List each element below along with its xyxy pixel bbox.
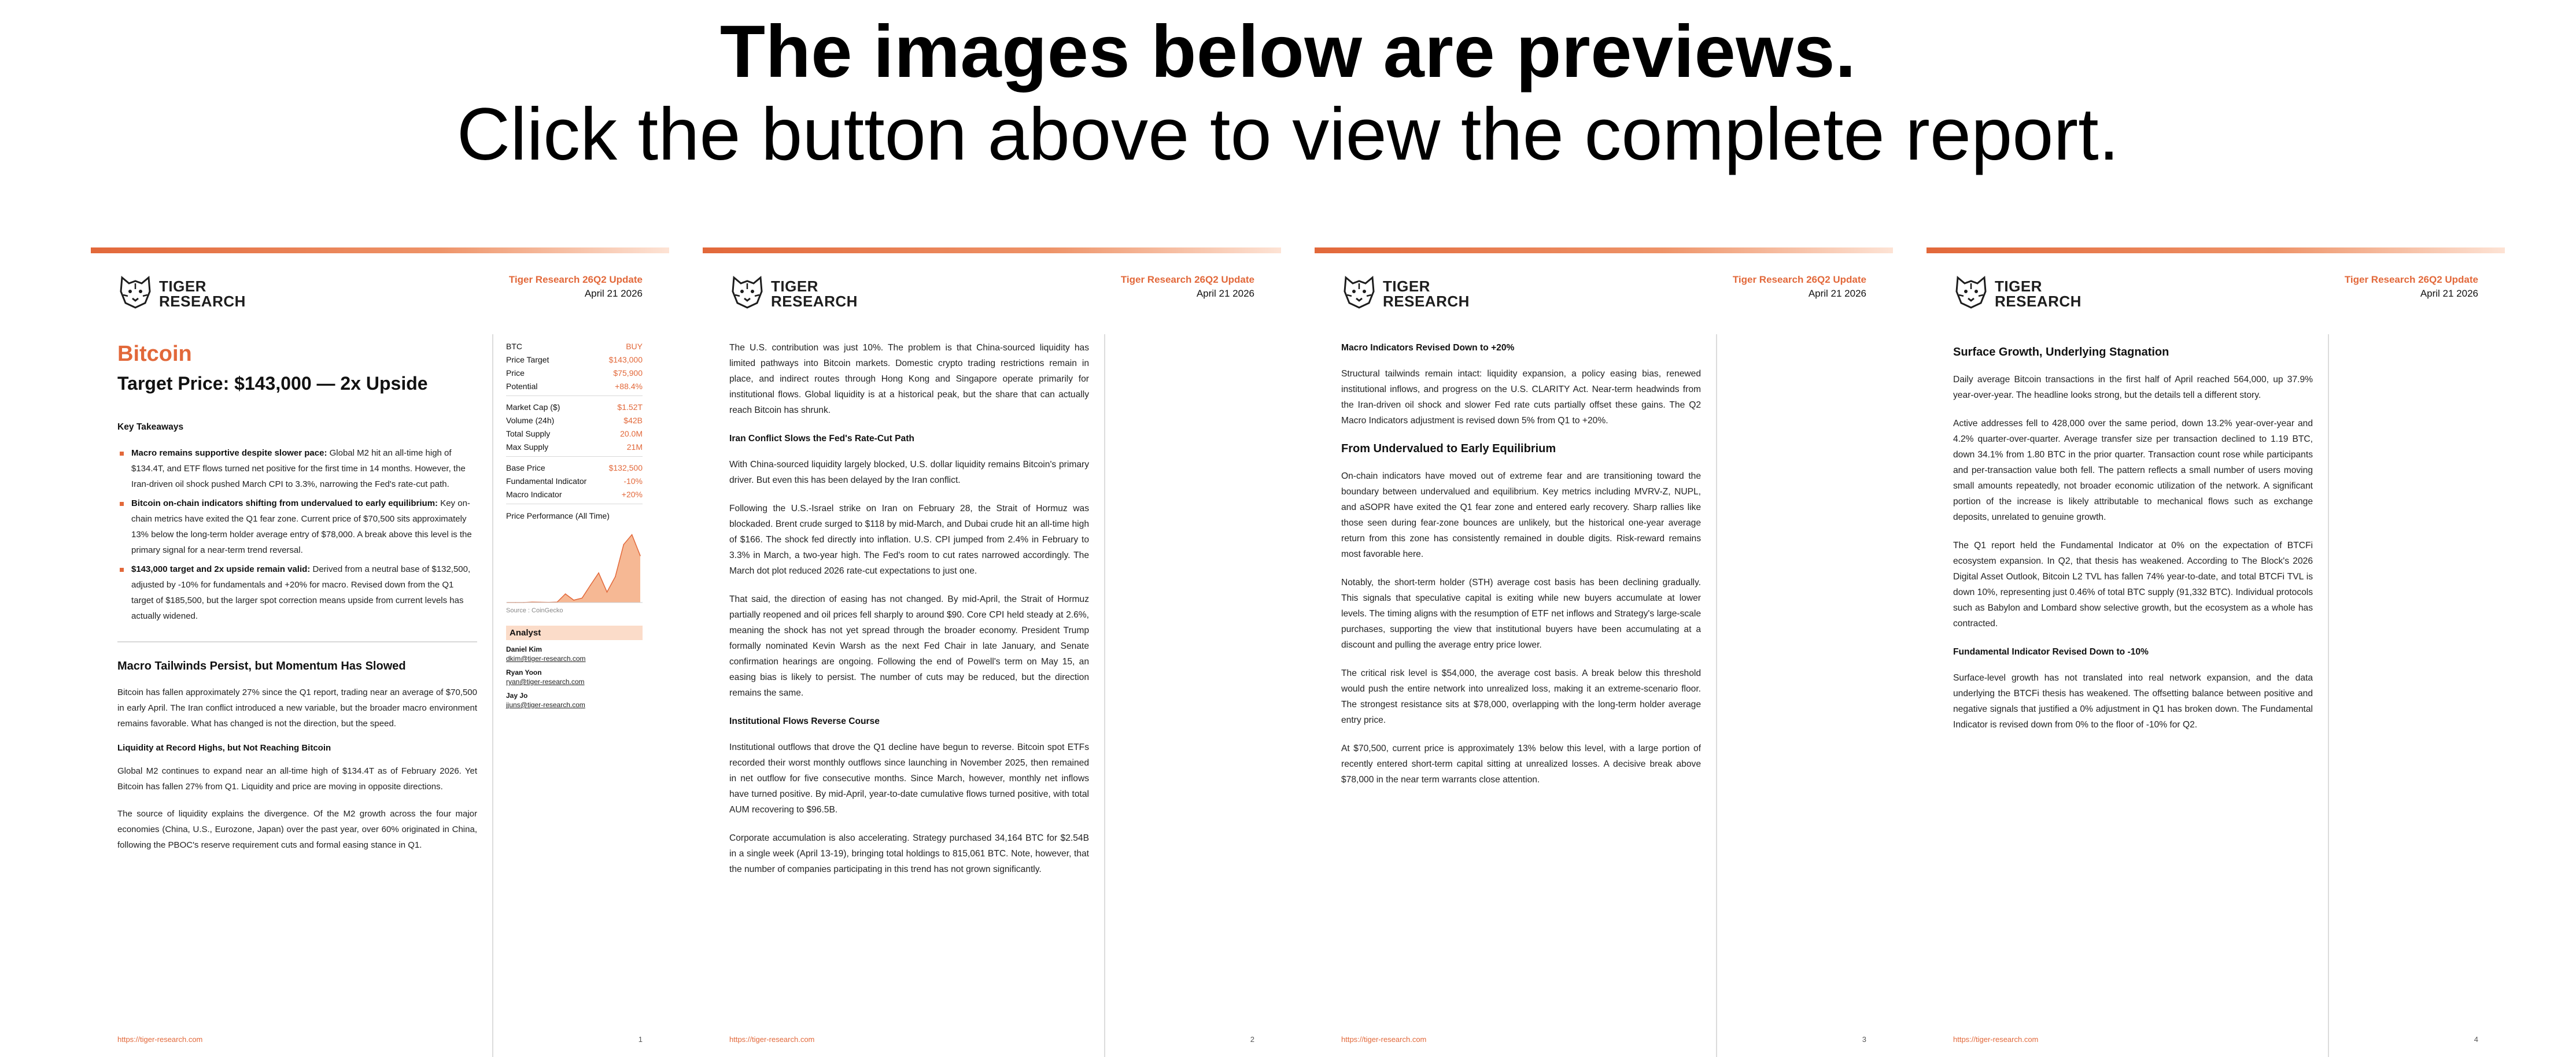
page-accent-bar bbox=[1927, 247, 2505, 253]
report-page-4 bbox=[1927, 247, 2505, 1057]
brand-line1: TIGER bbox=[1383, 278, 1430, 295]
price-point bbox=[632, 534, 633, 535]
report-date: April 21 2026 bbox=[1196, 288, 1254, 299]
market-row-value: 20.0M bbox=[620, 429, 643, 438]
report-name: Tiger Research 26Q2 Update bbox=[508, 274, 643, 285]
tiger-head-icon bbox=[117, 274, 153, 310]
paragraph: The source of liquidity explains the divergence. Of the M2 growth across the four major economies (China, U.S., Eurozone, Japan) over the past year, over 60% originated in China, following the PBOC's reserve requirement cuts and formal easing stance in Q1. bbox=[117, 809, 477, 850]
price-performance-chart bbox=[506, 525, 643, 606]
page-number: 3 bbox=[1862, 1035, 1866, 1044]
paragraph: With China-sourced liquidity largely blocked, U.S. dollar liquidity remains Bitcoin's primary driver. But even this has been delayed by the Iran conflict. bbox=[729, 460, 1089, 485]
section-divider bbox=[117, 641, 477, 642]
brand-logo bbox=[1341, 274, 1480, 315]
analyst-entry bbox=[506, 668, 643, 686]
banner-title: The images below are previews. bbox=[719, 10, 1857, 93]
subheading: Liquidity at Record Highs, but Not Reaching Bitcoin bbox=[117, 743, 331, 753]
paragraph: Active addresses fell to 428,000 over the same period, down 13.2% year-over-year and 4.2% quarter-over-quarter. Average transfer size per transaction declined to 1.19 BTC, down 34.1% from 1.80 BTC in the prior quarter. Transaction count rose while participants and per-transaction value both fell. The pattern reflects a small number of users moving small amounts repeatedly, not broader economic utilization of the network. A significant portion of the increase is likely attributable to mechanical flows such as exchange deposits, unrelated to genuine growth. bbox=[1953, 419, 2313, 522]
rating-row-label: Price Target bbox=[506, 355, 549, 364]
price-point bbox=[607, 592, 608, 593]
brand-logo bbox=[117, 274, 256, 315]
rating-row-label: Price bbox=[506, 368, 525, 378]
sidebar-divider bbox=[506, 456, 643, 457]
subheading: Iran Conflict Slows the Fed's Rate-Cut Path bbox=[729, 434, 914, 444]
valuation-row-label: Base Price bbox=[506, 463, 545, 472]
price-point bbox=[565, 593, 566, 594]
brand-line1: TIGER bbox=[1995, 278, 2042, 295]
section-heading: From Undervalued to Early Equilibrium bbox=[1341, 442, 1556, 455]
rating-row bbox=[506, 340, 643, 353]
paragraph: The U.S. contribution was just 10%. The problem is that China-sourced liquidity has limited pathways into Bitcoin markets. Domestic crypto trading restrictions remain in place, and indirect routes through Hong Kong and Singapore operate primarily for institutional flows. Global liquidity is at a historical peak, but the share that can actually reach Bitcoin has shrunk. bbox=[729, 343, 1089, 415]
brand-line2: RESEARCH bbox=[771, 293, 858, 310]
paragraph: At $70,500, current price is approximately 13% below this level, with a large portion of recently entered short-term capital sitting at unrealized losses. A decisive break above $78,000 in the near term warrants close attention. bbox=[1341, 744, 1701, 785]
tiger-head-icon bbox=[1953, 274, 1989, 310]
company-name: Bitcoin bbox=[117, 342, 192, 366]
column-divider bbox=[1716, 334, 1717, 1057]
analyst-name: Jay Jo bbox=[506, 692, 528, 700]
page-accent-bar bbox=[703, 247, 1281, 253]
brand-line2: RESEARCH bbox=[159, 293, 246, 310]
paragraph: Following the U.S.-Israel strike on Iran on February 28, the Strait of Hormuz was blockaded. Brent crude surged to $118 by mid-March, and Dubai crude hit an all-time high of $166. The shock fed directly into inflation. U.S. CPI jumped from 2.4% in February to 3.3% in March, a two-year high. The Fed's room to cut rates narrowed accordingly. The March dot plot reduced 2026 rate-cut expectations to just one. bbox=[729, 504, 1089, 576]
brand-logo bbox=[729, 274, 868, 315]
page-accent-bar bbox=[1315, 247, 1893, 253]
rating-row bbox=[506, 367, 643, 380]
analyst-email[interactable]: ryan@tiger-research.com bbox=[506, 678, 585, 686]
paragraph: The Q1 report held the Fundamental Indicator at 0% on the expectation of BTCFi ecosystem expansion. In Q2, that thesis has weakened. According to The Block's 2026 Digital Asset Outlook, Bitcoin L2 TVL has fallen 74% year-to-date, and total BTCFi TVL is down 10%, representing just 0.46% of total BTC supply (91,332 BTC). Individual protocols such as Babylon and Lombard show selective growth, but the ecosystem as a whole has contracted. bbox=[1953, 541, 2313, 629]
analyst-header: Analyst bbox=[506, 626, 643, 640]
paragraph: On-chain indicators have moved out of extreme fear and are transitioning toward the boundary between undervalued and equilibrium. Key metrics including MVRV-Z, NUPL, and aSOPR have exited the Q1 fear zone and entered early recovery. Sharp rallies like those seen during fear-zone bounces are unlikely, but the historical one-year average return from this zone has consistently remained in double digits. Risk-reward remains most favorable here. bbox=[1341, 471, 1701, 559]
price-point bbox=[615, 576, 616, 577]
stock-sidebar bbox=[506, 340, 643, 709]
market-table bbox=[506, 401, 643, 454]
price-point bbox=[640, 555, 641, 556]
paragraph: Bitcoin has fallen approximately 27% since the Q1 report, trading near an average of $70,500 in early April. The Iran conflict introduced a new variable, but the broader macro environment remains favorable. What has changed is not the direction, but the speed. bbox=[117, 688, 477, 729]
takeaway-item: Macro remains supportive despite slower pace: Global M2 hit an all-time high of $134.4T, and ETF flows turned net positive for the first time in 14 months. However, the Iran-driven oil shock pushed March CPI to 3.3%, narrowing the Fed's rate-cut path. bbox=[117, 445, 477, 492]
valuation-row bbox=[506, 488, 643, 501]
takeaway-item: $143,000 target and 2x upside remain valid: Derived from a neutral base of $132,500, adjusted by -10% for fundamentals and +20% for macro. Revised down from the Q1 target of $185,500, but the larger spot correction means upside from current levels has actually widened. bbox=[117, 561, 477, 624]
tiger-head-icon bbox=[1341, 274, 1377, 310]
paragraph: The critical risk level is $54,000, the average cost basis. A break below this threshold would push the entire network into unrealized loss, making it an extreme-scenario floor. The strongest resistance sits at $78,000, overlapping with the long-term holder average entry price. bbox=[1341, 668, 1701, 725]
analyst-entry bbox=[506, 645, 643, 663]
subheading: Institutional Flows Reverse Course bbox=[729, 716, 880, 726]
report-page-3 bbox=[1315, 247, 1893, 1057]
report-date: April 21 2026 bbox=[2420, 288, 2478, 299]
rating-row-value: $75,900 bbox=[613, 368, 643, 378]
paragraph: Global M2 continues to expand near an all-time high of $134.4T as of February 2026. Yet Bitcoin has fallen 27% from Q1. Liquidity and price are moving in opposite directions. bbox=[117, 766, 477, 792]
key-takeaways-title: Key Takeaways bbox=[117, 422, 184, 432]
analyst-entry bbox=[506, 691, 643, 709]
valuation-row-value: -10% bbox=[623, 476, 643, 486]
market-row bbox=[506, 441, 643, 454]
chart-source: Source : CoinGecko bbox=[506, 607, 563, 614]
valuation-row-label: Fundamental Indicator bbox=[506, 476, 587, 486]
footer-url[interactable]: https://tiger-research.com bbox=[1953, 1035, 2039, 1044]
paragraph: Daily average Bitcoin transactions in the first half of April reached 564,000, up 37.9% year-over-year. The headline looks strong, but the details tell a different story. bbox=[1953, 375, 2313, 400]
valuation-row-value: $132,500 bbox=[608, 463, 643, 472]
market-row-value: 21M bbox=[626, 442, 643, 452]
page-number: 1 bbox=[638, 1035, 643, 1044]
paragraph: Surface-level growth has not translated into real network expansion, and the data underlying the BTCFi thesis has weakened. The offsetting balance between positive and negative signals that justified a 0% adjustment in Q1 has broken down. The Fundamental Indicator is revised down from 0% to the floor of -10% for Q2. bbox=[1953, 673, 2313, 730]
rating-row bbox=[506, 380, 643, 393]
column-divider bbox=[1104, 334, 1105, 1057]
report-page-2 bbox=[703, 247, 1281, 1057]
valuation-row bbox=[506, 475, 643, 488]
report-date: April 21 2026 bbox=[584, 288, 643, 299]
rating-row-label: BTC bbox=[506, 342, 522, 351]
paragraph: Notably, the short-term holder (STH) average cost basis has been declining gradually. This signals that speculative capital is exiting while new buyers accumulate at lower levels. The timing aligns with the resumption of ETF net inflows and Strategy's large-scale purchases, supporting the view that institutional buyers have been accumulating at a discount and pulling the average entry price lower. bbox=[1341, 578, 1701, 650]
analyst-email[interactable]: dkim@tiger-research.com bbox=[506, 655, 586, 663]
valuation-row bbox=[506, 461, 643, 475]
page3-body bbox=[1341, 340, 1701, 800]
price-point bbox=[573, 600, 574, 601]
rating-row-label: Potential bbox=[506, 382, 538, 391]
tiger-head-icon bbox=[729, 274, 765, 310]
section-heading: Surface Growth, Underlying Stagnation bbox=[1953, 346, 2169, 359]
footer-url[interactable]: https://tiger-research.com bbox=[117, 1035, 203, 1044]
page4-body bbox=[1953, 340, 2313, 745]
brand-line1: TIGER bbox=[159, 278, 206, 295]
price-point bbox=[623, 544, 625, 545]
market-row bbox=[506, 414, 643, 427]
report-page-1 bbox=[91, 247, 669, 1057]
page2-body bbox=[729, 340, 1089, 890]
section-heading: Macro Tailwinds Persist, but Momentum Has Slowed bbox=[117, 660, 406, 672]
report-name: Tiger Research 26Q2 Update bbox=[1120, 274, 1254, 285]
chart-title: Price Performance (All Time) bbox=[506, 511, 610, 520]
rating-row-value: $143,000 bbox=[608, 355, 643, 364]
rating-table bbox=[506, 340, 643, 393]
market-row-label: Market Cap ($) bbox=[506, 402, 560, 412]
brand-logo bbox=[1953, 274, 2092, 315]
market-row bbox=[506, 401, 643, 414]
page-number: 4 bbox=[2474, 1035, 2478, 1044]
valuation-row-label: Macro Indicator bbox=[506, 490, 562, 499]
paragraph: That said, the direction of easing has not changed. By mid-April, the Strait of Hormuz partially reopened and oil prices fell sharply to around $90. Core CPI held steady at 2.6%, meaning the shock has not yet spread through the broader economy. President Trump formally nominated Kevin Warsh as the next Fed Chair in late January, and Senate confirmation hearings are ongoing. Following the end of Powell's term on May 15, an easing bias is likely to persist. The number of cuts may be reduced, but the direction remains the same. bbox=[729, 594, 1089, 698]
column-divider bbox=[2328, 334, 2329, 1057]
paragraph: Structural tailwinds remain intact: liquidity expansion, a policy easing bias, renewed institutional inflows, and progress on the U.S. CLARITY Act. Near-term headwinds from the Iran-driven oil shock and slower Fed rate cuts partially offset these gains. The Q2 Macro Indicators adjustment is revised down 5% from Q1 to +20%. bbox=[1341, 369, 1701, 426]
paragraph: Corporate accumulation is also accelerating. Strategy purchased 34,164 BTC for $2.54B in a single week (April 13-19), bringing total holdings to 815,061 BTC. Note, however, that the number of companies participating in this trend has not grown significantly. bbox=[729, 833, 1089, 874]
footer-url[interactable]: https://tiger-research.com bbox=[1341, 1035, 1427, 1044]
report-date: April 21 2026 bbox=[1808, 288, 1866, 299]
valuation-row-value: +20% bbox=[621, 490, 643, 499]
analyst-list bbox=[506, 645, 643, 709]
market-row-label: Total Supply bbox=[506, 429, 551, 438]
target-price-headline: Target Price: $143,000 — 2x Upside bbox=[117, 373, 428, 394]
valuation-table bbox=[506, 461, 643, 501]
market-row-value: $42B bbox=[623, 416, 643, 425]
rating-row-value: BUY bbox=[626, 342, 643, 351]
report-name: Tiger Research 26Q2 Update bbox=[2344, 274, 2478, 285]
price-point bbox=[582, 598, 583, 599]
brand-line2: RESEARCH bbox=[1383, 293, 1470, 310]
column-divider bbox=[492, 334, 493, 1057]
price-point bbox=[598, 572, 599, 574]
price-area bbox=[507, 535, 640, 603]
analyst-name: Daniel Kim bbox=[506, 645, 542, 653]
analyst-email[interactable]: jjuns@tiger-research.com bbox=[506, 701, 585, 709]
subheading: Fundamental Indicator Revised Down to -10% bbox=[1953, 647, 2149, 657]
price-point bbox=[590, 585, 591, 586]
market-row-label: Volume (24h) bbox=[506, 416, 555, 425]
page1-main-column bbox=[117, 340, 477, 864]
key-takeaways-list bbox=[117, 445, 477, 624]
analyst-name: Ryan Yoon bbox=[506, 668, 542, 677]
brand-line1: TIGER bbox=[771, 278, 818, 295]
subheading: Macro Indicators Revised Down to +20% bbox=[1341, 343, 1515, 353]
rating-row-value: +88.4% bbox=[615, 382, 643, 391]
banner-subtitle: Click the button above to view the complete report. bbox=[456, 93, 2120, 176]
takeaway-item: Bitcoin on-chain indicators shifting from undervalued to early equilibrium: Key on-chain metrics have exited the Q1 fear zone. Current price of $70,500 sits approximately 13% below the long-term holder average entry of $78,000. A break above this level is the primary signal for a near-term trend reversal. bbox=[117, 496, 477, 558]
market-row-value: $1.52T bbox=[617, 402, 643, 412]
footer-url[interactable]: https://tiger-research.com bbox=[729, 1035, 815, 1044]
page-accent-bar bbox=[91, 247, 669, 253]
market-row bbox=[506, 427, 643, 441]
rating-row bbox=[506, 353, 643, 367]
page-number: 2 bbox=[1250, 1035, 1254, 1044]
report-name: Tiger Research 26Q2 Update bbox=[1732, 274, 1866, 285]
market-row-label: Max Supply bbox=[506, 442, 549, 452]
brand-line2: RESEARCH bbox=[1995, 293, 2082, 310]
paragraph: Institutional outflows that drove the Q1 decline have begun to reverse. Bitcoin spot ETFs recorded their worst monthly outflows since launching in November 2025, then remained in net outflow for five consecutive months. Since March, however, monthly net inflows have turned positive. By mid-April, year-to-date cumulative flows turned positive, with total AUM recovering to $96.5B. bbox=[729, 742, 1089, 815]
